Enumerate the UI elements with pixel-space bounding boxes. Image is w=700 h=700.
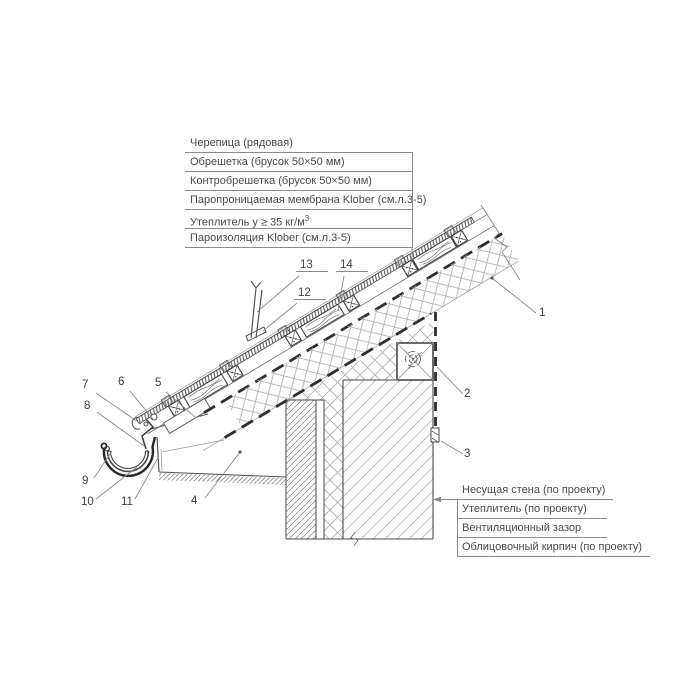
callout-3: 3 xyxy=(464,448,471,460)
callout-7: 7 xyxy=(82,379,89,391)
gutter-assembly xyxy=(101,437,155,476)
roof-legend-connector xyxy=(412,153,413,248)
callout-5: 5 xyxy=(155,377,162,389)
fascia-board xyxy=(157,437,159,472)
callout-10: 10 xyxy=(81,496,94,508)
facing-brick xyxy=(286,400,316,539)
roof-legend-item-vapour-barrier: Пароизоляция Klober (см.л.3-5) xyxy=(185,229,413,248)
callout-2: 2 xyxy=(464,388,471,400)
wall-legend-item-insulation: Утеплитель (по проекту) xyxy=(457,500,607,519)
callout-12: 12 xyxy=(294,287,326,300)
callout-1: 1 xyxy=(539,307,546,319)
wall-legend xyxy=(457,480,650,556)
wall-legend-connector xyxy=(457,499,458,556)
callout-11: 11 xyxy=(121,496,133,508)
callout-9: 9 xyxy=(82,475,89,487)
callout-4: 4 xyxy=(191,495,198,507)
wall-legend-item-bearing-wall: Несущая стена (по проекту) xyxy=(457,481,613,500)
roof-legend-item-tiles: Черепица (рядовая) xyxy=(185,134,413,153)
callout-6: 6 xyxy=(118,376,125,388)
wall-insulation-strip xyxy=(324,400,343,539)
wall-legend-item-facing-brick: Облицовочный кирпич (по проекту) xyxy=(457,538,650,557)
callout-8: 8 xyxy=(84,400,91,412)
roof-legend xyxy=(185,134,427,248)
snow-guard xyxy=(246,281,266,341)
roof-legend-item-counter-battens: Контробрешетка (брусок 50×50 мм) xyxy=(185,172,413,191)
roof-legend-item-battens: Обрешетка (брусок 50×50 мм) xyxy=(185,153,413,172)
callout-14: 14 xyxy=(336,259,368,272)
load-bearing-wall xyxy=(343,380,433,539)
membrane-clamp xyxy=(431,428,439,442)
wall-legend-item-vent-gap: Вентиляционный зазор xyxy=(457,519,607,538)
roof-legend-item-insulation: Утеплитель у ≥ 35 $кг/м^3$ xyxy=(185,210,413,229)
roof-legend-item-membrane: Паропроницаемая мембрана Klober (см.л.3-5) xyxy=(185,191,413,210)
mauerlat-beam xyxy=(397,343,433,380)
callout-13: 13 xyxy=(296,259,328,272)
